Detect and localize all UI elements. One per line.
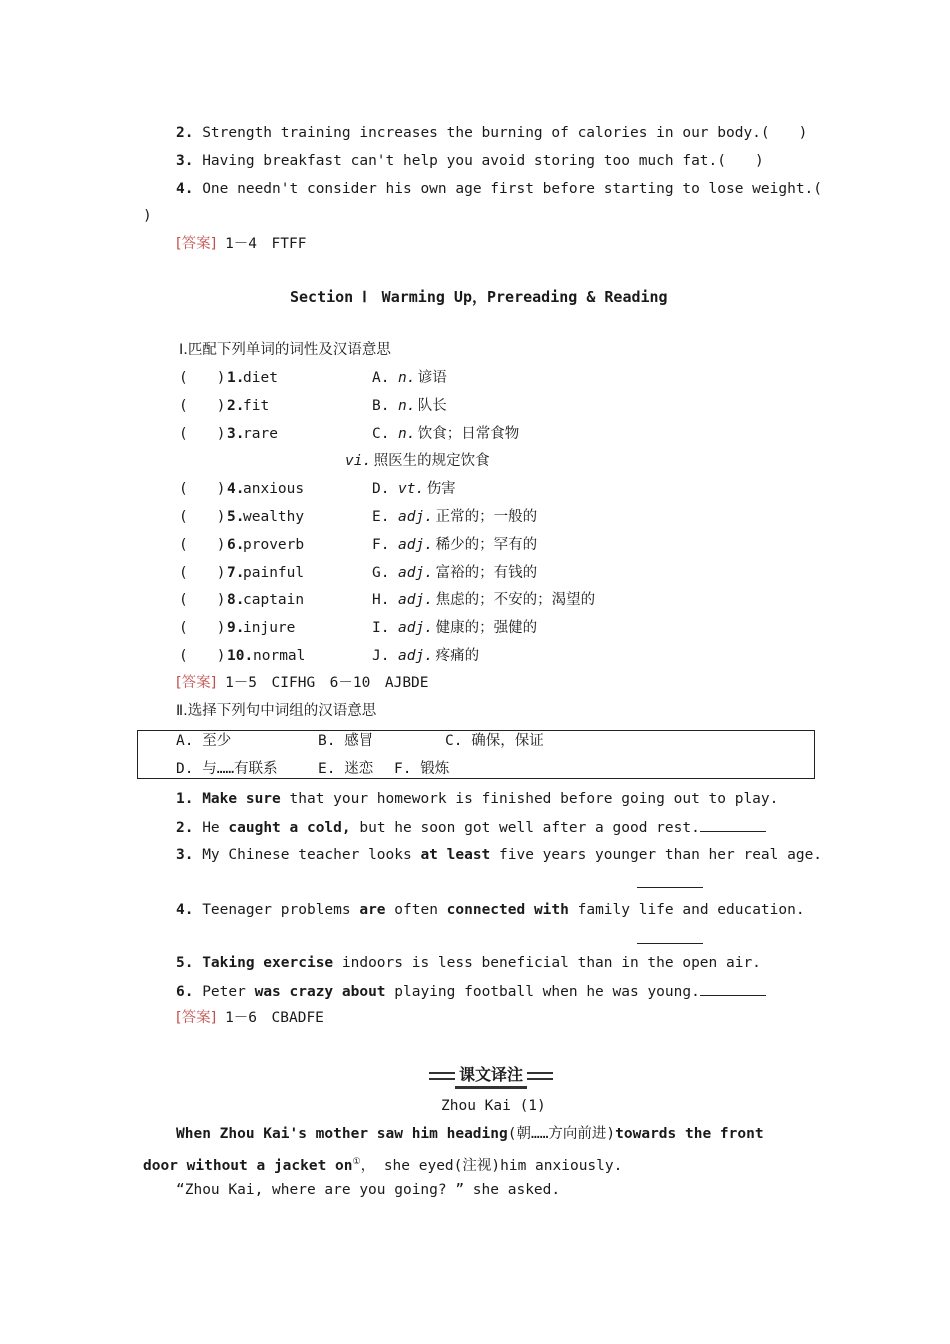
part2-answer: [答案] 1－6 CBADFE — [176, 1010, 324, 1026]
meaning-text: 伤害 — [426, 481, 456, 498]
word-number: 5. — [227, 509, 245, 525]
word-item: painful — [243, 564, 305, 581]
tf-question-continuation: ) — [143, 208, 152, 224]
word-item: normal — [253, 648, 306, 664]
tf-question: 2. Strength training increases the burning of calories in our body.( ) — [176, 125, 808, 141]
story-paragraph-1-line-1: When Zhou Kai's mother saw him heading(朝……方向前进)towards the front — [176, 1126, 764, 1142]
sentence-5: 5. Taking exercise indoors is less beneficial than in the open air. — [176, 955, 761, 971]
word-paren: ( ) — [179, 370, 226, 386]
tf-question: 3. Having breakfast can't help you avoid storing too much fat.( ) — [176, 153, 764, 169]
meaning-text: 焦虑的；不安的；渴望的 — [435, 592, 596, 609]
meaning-letter: D. — [372, 481, 390, 498]
meaning-letter: J. — [372, 648, 390, 664]
word-paren: ( ) — [179, 564, 226, 581]
word-item: injure — [243, 620, 296, 637]
meaning-letter: F. — [372, 536, 390, 553]
meaning-letter: H. — [372, 592, 390, 609]
word-item: captain — [243, 592, 305, 609]
word-paren: ( ) — [179, 620, 226, 637]
word-paren: ( ) — [179, 481, 226, 498]
word-paren: ( ) — [179, 648, 226, 664]
word-number: 7. — [227, 564, 245, 581]
story-paragraph-1-line-2: door without a jacket on①， she eyed(注视)him anxiously. — [143, 1157, 623, 1174]
meaning-letter: C. — [372, 425, 390, 442]
word-number: 8. — [227, 592, 245, 609]
option-f: F. 锻炼 — [394, 761, 450, 777]
sentence-6: 6. Peter was crazy about playing football when he was young. — [176, 981, 766, 1002]
story-title: Zhou Kai (1) — [441, 1098, 546, 1114]
meaning-letter: I. — [372, 620, 390, 637]
word-paren: ( ) — [179, 592, 226, 609]
word-item: anxious — [243, 481, 305, 498]
word-item: fit — [243, 397, 270, 414]
word-number: 2. — [227, 397, 245, 414]
tf-answer: [答案] 1－4 FTFF — [176, 236, 307, 252]
sentence-4: 4. Teenager problems are often connected with family life and education. — [176, 902, 805, 918]
meaning-pos: adj. — [398, 592, 433, 609]
meaning-letter: G. — [372, 564, 390, 581]
part1-title: Ⅰ.匹配下列单词的词性及汉语意思 — [179, 342, 391, 358]
meaning-pos: adj. — [398, 648, 433, 664]
option-c: C. 确保，保证 — [445, 733, 544, 749]
meaning-letter: E. — [372, 509, 390, 525]
word-number: 9. — [227, 620, 245, 637]
banner-left-bar — [429, 1072, 455, 1080]
section-title: Section Ⅰ Warming Up，Prereading & Reading — [290, 288, 668, 306]
meaning-text: 健康的；强健的 — [435, 620, 538, 637]
word-number: 6. — [227, 536, 245, 553]
word-number: 10. — [227, 648, 254, 664]
option-d: D. 与……有联系 — [176, 761, 278, 777]
answer-blank[interactable] — [637, 943, 703, 944]
meaning-pos: n. — [398, 370, 416, 386]
banner-right-bar — [527, 1072, 553, 1080]
meaning-pos: adj. — [398, 564, 433, 581]
meaning-pos: adj. — [398, 620, 433, 637]
option-a: A. 至少 — [176, 733, 232, 749]
sentence-3: 3. My Chinese teacher looks at least five years younger than her real age. — [176, 847, 823, 863]
meaning-letter: A. — [372, 370, 390, 386]
answer-blank[interactable] — [700, 817, 766, 832]
word-item: diet — [243, 370, 278, 386]
meaning-text: 富裕的；有钱的 — [435, 564, 538, 581]
sentence-2: 2. He caught a cold, but he soon got well after a good rest. — [176, 817, 766, 838]
meaning-pos: vt. — [398, 481, 425, 498]
banner-label: 课文译注 — [455, 1064, 527, 1089]
meaning-text: 队长 — [417, 397, 447, 414]
word-paren: ( ) — [179, 536, 226, 553]
meaning-pos: n. — [398, 425, 416, 442]
footnote-marker[interactable]: ① — [352, 1157, 361, 1167]
meaning-text: 谚语 — [417, 370, 447, 386]
meaning-letter: B. — [372, 397, 390, 414]
word-number: 4. — [227, 481, 245, 498]
sentence-1: 1. Make sure that your homework is finished before going out to play. — [176, 791, 779, 807]
option-e: E. 迷恋 — [318, 761, 374, 777]
part2-title: Ⅱ.选择下列句中词组的汉语意思 — [176, 703, 377, 719]
meaning-pos: n. — [398, 397, 416, 414]
section-banner — [429, 1064, 553, 1088]
meaning-text: 疼痛的 — [435, 648, 480, 664]
part1-answer: [答案] 1－5 CIFHG 6－10 AJBDE — [176, 675, 429, 691]
meaning-text: 照医生的规定饮食 — [373, 453, 490, 470]
meaning-text: 稀少的；罕有的 — [435, 536, 538, 553]
meaning-text: 饮食；日常食物 — [417, 425, 520, 442]
tf-question: 4. One needn't consider his own age first before starting to lose weight.( — [176, 181, 823, 197]
word-number: 1. — [227, 370, 245, 386]
answer-blank[interactable] — [700, 981, 766, 996]
word-paren: ( ) — [179, 509, 226, 525]
meaning-pos: adj. — [398, 536, 433, 553]
word-paren: ( ) — [179, 425, 226, 442]
option-b: B. 感冒 — [318, 733, 374, 749]
word-item: rare — [243, 425, 278, 442]
meaning-text: 正常的；一般的 — [435, 509, 538, 525]
story-paragraph-2: “Zhou Kai, where are you going? ” she asked. — [176, 1182, 561, 1198]
answer-blank[interactable] — [637, 887, 703, 888]
word-item: wealthy — [243, 509, 305, 525]
word-number: 3. — [227, 425, 245, 442]
word-item: proverb — [243, 536, 305, 553]
word-paren: ( ) — [179, 397, 226, 414]
meaning-pos: vi. — [345, 453, 372, 470]
meaning-pos: adj. — [398, 509, 433, 525]
